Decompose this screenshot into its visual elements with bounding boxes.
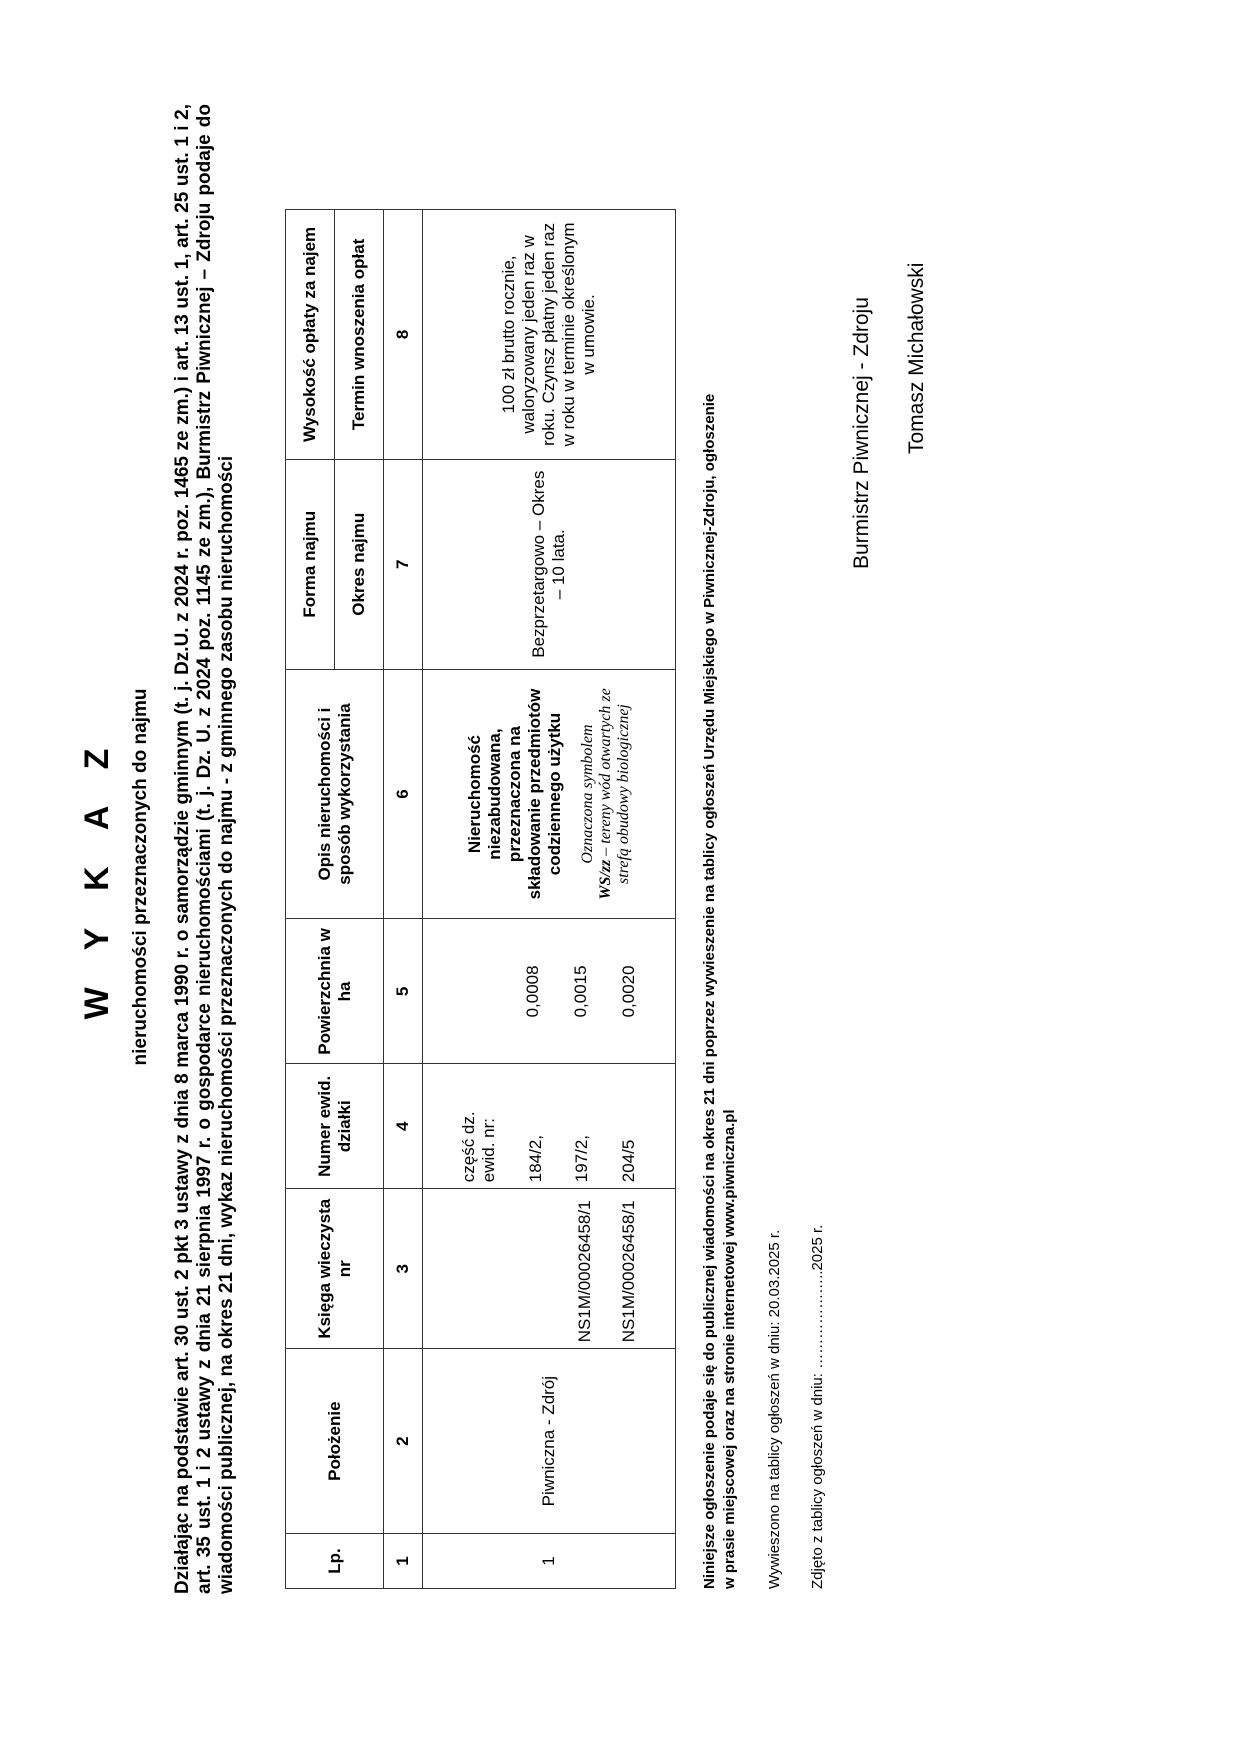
column-number: 4	[384, 1064, 423, 1189]
cell-forma-okres: Bezprzetargowo – Okres – 10 lata.	[423, 459, 676, 669]
column-number-row	[384, 210, 423, 1589]
powierzchnia-value-2: 0,0015	[571, 965, 590, 1018]
numer-label: część dz. ewid. nr:	[459, 1111, 498, 1183]
header-opis: Opis nieruchomości i sposób wykorzystania	[286, 669, 384, 919]
column-number: 6	[384, 669, 423, 919]
powierzchnia-value-1: 0,0008	[523, 965, 542, 1018]
table-row	[423, 210, 676, 1589]
intro-text: Działając na podstawie art. 30 ust. 2 pkt 3 ustawy z dnia 8 marca 1990 r. o samorządzie gminnym (t. j. Dz.U. z 2024 r. poz. 1465 ze zm.) i art. 13 ust. 1, art. 25 ust. 1 i 2, art. 35 ust. 1 i 2 ustawy z dnia 21 sierpnia 1997 r. o gospodarce nieruchomościami (t. j. Dz. U. z 2024 poz. 1145 ze zm.), Burmistrz Piwnicznej – Zdroju podaje do wiadomości publicznej, na okres 21 dni, wykaz nieruchomości przeznaczonych do najmu - z gminnego zasobu nieruchomości	[172, 104, 237, 1594]
header-row-1	[286, 210, 335, 1589]
header-forma: Forma najmu	[286, 459, 335, 669]
ksiega-value-1: NS1M/00026458/1	[575, 1200, 594, 1343]
opis-symbol-label: Oznaczona symbolem	[579, 724, 596, 864]
opis-symbol-code: WS/zz	[597, 859, 614, 900]
header-powierzchnia: Powierzchnia w ha	[286, 919, 384, 1064]
opis-symbol-desc	[597, 676, 633, 913]
column-number: 8	[384, 210, 423, 460]
intro-paragraph	[172, 104, 238, 1594]
cell-numer	[423, 1064, 676, 1189]
document-subtitle: nieruchomości przeznaczonych do najmu	[130, 688, 151, 1066]
powierzchnia-value-3: 0,0020	[619, 965, 638, 1018]
cell-ksiega	[423, 1189, 676, 1349]
footer-wywieszono: Wywieszono na tablicy ogłoszeń w dniu: 20.03.2025 r.	[766, 1229, 783, 1589]
footer	[700, 389, 826, 1589]
numer-value-3: 204/5	[618, 1139, 638, 1183]
property-table	[285, 209, 676, 1589]
cell-lp: 1	[423, 1534, 676, 1589]
opis-symbol-text: – tereny wód otwartych ze strefą obudowy biologicznej	[597, 688, 632, 884]
column-number: 2	[384, 1349, 423, 1534]
column-number: 5	[384, 919, 423, 1064]
numer-value-2: 197/2,	[572, 1134, 592, 1183]
cell-polozenie: Piwniczna - Zdrój	[423, 1349, 676, 1534]
numer-value-1: 184/2,	[525, 1134, 545, 1183]
column-number: 1	[384, 1534, 423, 1589]
header-numer: Numer ewid. działki	[286, 1064, 384, 1189]
column-number: 3	[384, 1189, 423, 1349]
opis-main: Nieruchomość niezabudowana, przeznaczona na składowanie przedmiotów codziennego użytku	[465, 688, 564, 900]
cell-oplata: 100 zł brutto rocznie, waloryzowany jeden raz w roku. Czynsz płatny jeden raz w roku w terminie określonym w umowie.	[423, 210, 676, 460]
document-title: W Y K A Z	[78, 734, 116, 1020]
column-number: 7	[384, 459, 423, 669]
opis-symbol	[579, 676, 633, 913]
header-polozenie: Położenie	[286, 1349, 384, 1534]
cell-powierzchnia	[423, 919, 676, 1064]
cell-opis	[423, 669, 676, 919]
header-wysokosc: Wysokość opłaty za najem	[286, 210, 335, 460]
header-lp: Lp.	[286, 1534, 384, 1589]
ksiega-value-2: NS1M/00026458/1	[619, 1200, 638, 1343]
signature-title: Burmistrz Piwnicznej - Zdroju	[850, 297, 873, 569]
signature-name: Tomasz Michałowski	[905, 262, 928, 454]
footer-notice: Niniejsze ogłoszenie podaje się do publicznej wiadomości na okres 21 dni poprzez wywieszenie na tablicy ogłoszeń Urzędu Miejskiego w Piwnicznej-Zdroju, ogłoszenie w prasie miejscowej oraz na stronie internetowej www.piwniczna.pl	[701, 393, 738, 1589]
footer-zdjeto: Zdjęto z tablicy ogłoszeń w dniu: ………………..2025 r.	[809, 1224, 826, 1589]
header-okres: Okres najmu	[335, 459, 384, 669]
header-ksiega: Księga wieczysta nr	[286, 1189, 384, 1349]
header-termin: Termin wnoszenia opłat	[335, 210, 384, 460]
